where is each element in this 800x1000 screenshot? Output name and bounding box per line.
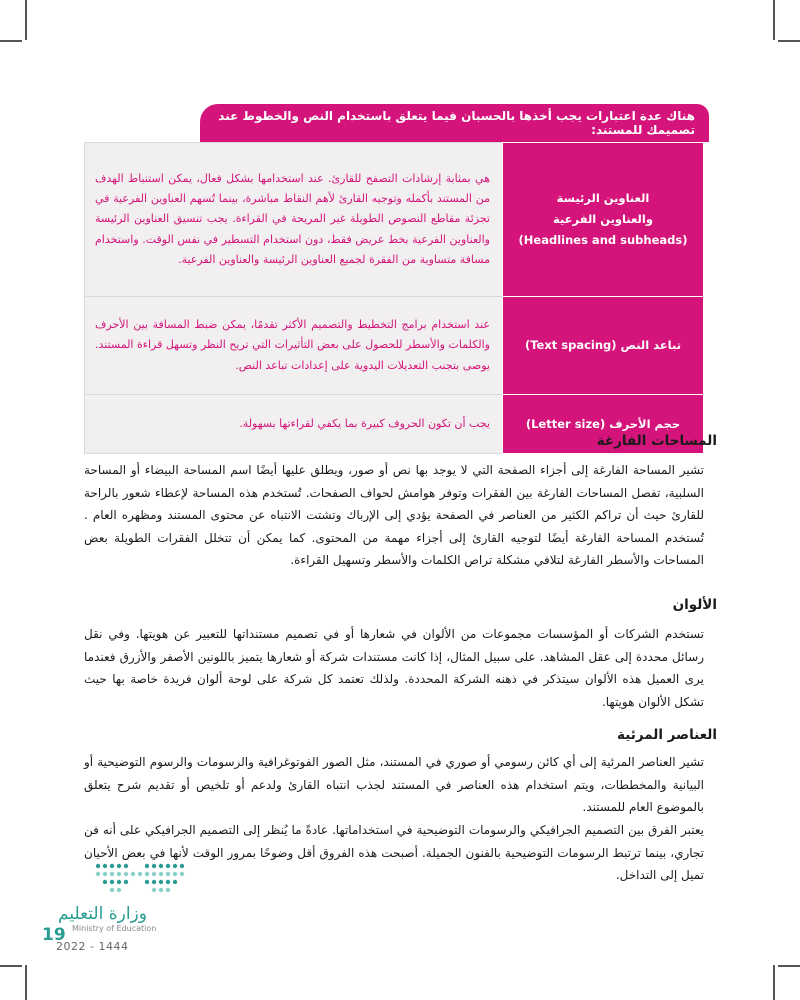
page-number: 19 [42,925,66,945]
logo-dot [117,864,121,868]
logo-dot [103,880,107,884]
logo-dot [159,888,163,892]
section-heading-visual-elements: العناصر المرئية [617,727,717,743]
logo-dot [166,872,170,876]
section-heading-white-space: المساحات الفارغة [596,433,717,449]
row-description-headlines: هي بمثابة إرشادات التصفح للقارئ. عند استخدامها بشكل فعال، يمكن استنباط الهدف من المستند بأكمله وتوجيه القارئ لأهم النقاط مباشرة، بينما تُسهم العناوين الفرعية في تجزئة مقاطع النصوص الطويلة غير المريحة في القراءة. يجب تنسيق العناوين الرئيسة والعناوين الفرعية بخط عريض فقط، دون استخدام التسطير في نفس الوقت. واستخدام مسافة متساوية من الفقرة لجميع العناوين الرئيسة والعناوين الفرعية. [85,143,503,297]
logo-dot [96,864,100,868]
year-label: 2022 - 1444 [56,940,129,953]
crop-mark [773,0,775,40]
logo-dot [159,864,163,868]
crop-mark [778,40,800,42]
label-line: والعناوين الفرعية [553,212,653,227]
logo-dot [166,864,170,868]
logo-dot [117,888,121,892]
crop-mark [25,0,27,40]
logo-dot [152,888,156,892]
logo-dot [110,864,114,868]
logo-dot [173,872,177,876]
logo-dot [159,880,163,884]
crop-mark [773,965,775,1000]
logo-dot [117,880,121,884]
logo-dot [166,880,170,884]
logo-dot [110,880,114,884]
ministry-name-english: Ministry of Education [72,924,157,933]
logo-dot [180,872,184,876]
logo-dot [145,880,149,884]
intro-banner [200,104,709,142]
paragraph-colors: تستخدم الشركات أو المؤسسات مجموعات من الألوان في شعارها أو في تصميم مستنداتها للتعبير عن هويتها. وفي نقل رسائل محددة إلى عقل المشاهد. على سبيل المثال، إذا كانت مستندات شركة أو شعارها يتميز باللونين الأصفر والأزرق فعندما يرى العميل هذه الألوان سيتذكر في ذهنه الشركة المحددة. ولذلك تعتمد كل شركة على لوحة ألوان فريدة خاصة بها حيث تشكل الألوان هويتها. [84,627,704,709]
logo-dot [110,888,114,892]
section-heading-colors: الألوان [672,597,717,613]
row-description-text-spacing: عند استخدام برامج التخطيط والتصميم الأكثر تقدمًا، يمكن ضبط المسافة بين الأحرف والكلمات والأسطر للحصول على بعض التأثيرات التي تريح النظر وتسهل قراءة المستند. يوصى بتجنب التعديلات اليدوية على إعدادات تباعد النص. [85,297,503,395]
ministry-logo [56,858,196,948]
logo-dot [180,864,184,868]
crop-mark [25,965,27,1000]
label-line: حجم الأحرف (Letter size) [525,416,681,431]
logo-dot [138,872,142,876]
logo-dot [159,872,163,876]
logo-dot [96,872,100,876]
logo-dot [152,872,156,876]
logo-dot [117,872,121,876]
logo-dot [131,872,135,876]
table-row [85,297,704,395]
label-line: تباعد النص (Text spacing) [524,338,682,353]
row-label-text-spacing [503,297,704,395]
logo-dot [152,864,156,868]
label-line: العناوين الرئيسة [556,191,650,206]
logo-dot [110,872,114,876]
intro-banner-text: هناك عدة اعتبارات يجب أخذها بالحسبان فيما يتعلق باستخدام النص والخطوط عند تصميمك للمستند: [218,109,695,137]
logo-dot [152,880,156,884]
logo-dot [166,888,170,892]
label-line: (Headlines and subheads) [518,232,688,247]
crop-mark [0,965,22,967]
paragraph-white-space: تشير المساحة الفارغة إلى أجزاء الصفحة التي لا يوجد بها نص أو صور، ويطلق عليها أيضًا اسم المساحة البيضاء أو المساحة السلبية، تفصل المساحات الفارغة بين الفقرات وتوفر هوامش لحواف الصفحات. تُستخدم هذه المساحة لإعطاء شعور بالراحة للقارئ حيث أن تراكم الكثير من العناصر في الصفحة يؤدي إلى الإرباك وتشتت الانتباه عن محتوى المستند ومظهره العام . تُستخدم المساحة الفارغة أيضًا لتوجيه القارئ إلى أجزاء مهمة من المحتوى. كما يمكن أن تتخلل الفقرات الطويلة بعض المساحات والأسطر الفارغة لتلافي مشكلة تراص الكلمات والأسطر وتسهيل القراءة. [84,463,704,568]
logo-dot [145,864,149,868]
paragraph-visual-elements-2: يعتبر الفرق بين التصميم الجرافيكي والرسومات التوضيحية في استخداماتها. عادةً ما يُنظر إلى التصميم الجرافيكي على أنه فن تجاري، بينما ترتبط الرسومات التوضيحية بالفنون الجميلة. أصبحت هذه الفروق أقل وضوحًا بمرور الوقت لأنها في بعض الأحيان تميل إلى التداخل. [84,823,704,883]
logo-dot [103,864,107,868]
logo-dot [124,872,128,876]
logo-dot [145,872,149,876]
logo-dot [173,880,177,884]
considerations-table [84,142,704,454]
row-label-headlines [503,143,704,297]
logo-dots-icon [94,862,190,898]
ministry-name-arabic: وزارة التعليم [58,904,147,924]
crop-mark [0,40,22,42]
logo-dot [173,864,177,868]
logo-dot [124,864,128,868]
table-row [85,143,704,297]
crop-mark [778,965,800,967]
logo-dot [103,872,107,876]
paragraph-visual-elements-1: تشير العناصر المرئية إلى أي كائن رسومي أو صوري في المستند، مثل الصور الفوتوغرافية والرسومات والرسوم التوضيحية أو البيانية والمخططات، ويتم استخدام هذه العناصر في المستند لجذب انتباه القارئ ولدعم أو تلخيص أو تقديم شرح يتعلق بالموضوع العام للمستند. [84,755,704,815]
row-description-letter-size: يجب أن تكون الحروف كبيرة بما يكفي لقراءتها بسهولة. [85,395,503,454]
logo-dot [124,880,128,884]
